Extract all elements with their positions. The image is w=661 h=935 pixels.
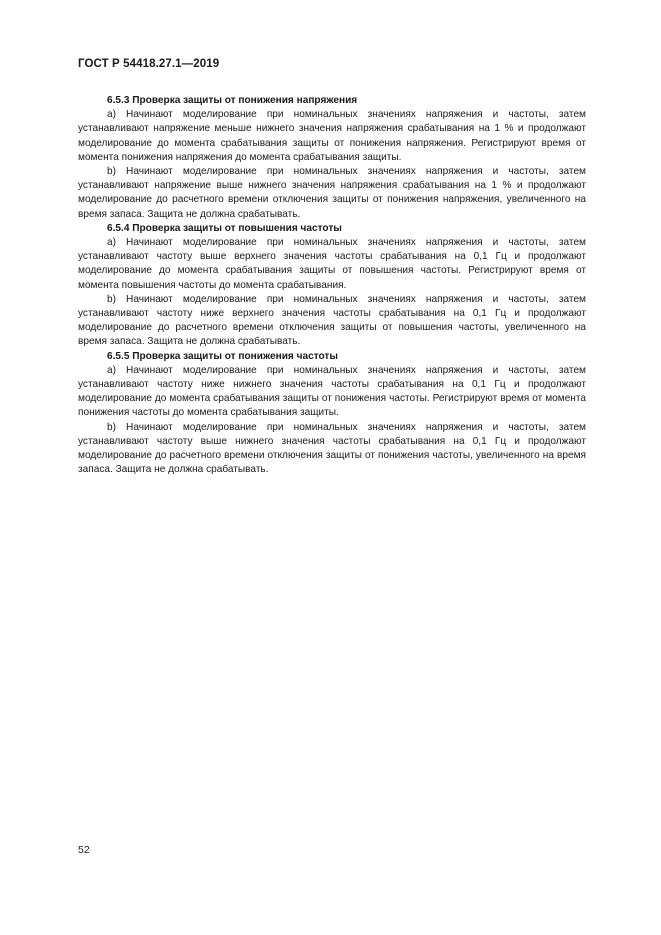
section-6-5-4	[78, 222, 586, 350]
paragraph: b) Начинают моделирование при номинальных значениях напряжения и частоты, затем устанавливают частоту ниже верхнего значения частоты срабатывания на 0,1 Гц и продолжают моделирование до расчетного времени отключения защиты от повышения частоты, увеличенного на время запаса. Защита не должна срабатывать.	[78, 293, 586, 348]
paragraph: а) Начинают моделирование при номинальных значениях напряжения и частоты, затем устанавливают частоту выше верхнего значения частоты срабатывания на 0,1 Гц и продолжают моделирование до момента срабатывания защиты от повышения частоты. Регистрируют время от момента повышения частоты до момента срабатывания.	[78, 237, 586, 291]
document-body	[78, 94, 586, 477]
section-title: 6.5.5 Проверка защиты от понижения частоты	[107, 350, 338, 362]
section-6-5-5	[78, 350, 586, 478]
paragraph: b) Начинают моделирование при номинальных значениях напряжения и частоты, затем устанавливают напряжение выше нижнего значения напряжения срабатывания на 1 % и продолжают моделирование до расчетного времени отключения защиты от понижения напряжения, увеличенного на время запаса. Защита не должна срабатывать.	[78, 166, 586, 220]
paragraph: а) Начинают моделирование при номинальных значениях напряжения и частоты, затем устанавливают напряжение меньше нижнего значения напряжения срабатывания на 1 % и продолжают моделирование до момента срабатывания защиты от понижения напряжения. Регистрируют время от момента понижения напряжения до момента срабатывания защиты.	[78, 109, 586, 163]
section-title: 6.5.4 Проверка защиты от повышения частоты	[107, 222, 342, 234]
paragraph: b) Начинают моделирование при номинальных значениях напряжения и частоты, затем устанавливают частоту выше нижнего значения частоты срабатывания на 0,1 Гц и продолжают моделирование до расчетного времени отключения защиты от понижения частоты, увеличенного на время запаса. Защита не должна срабатывать.	[78, 421, 586, 476]
document-header: ГОСТ Р 54418.27.1—2019	[78, 58, 220, 70]
paragraph: а) Начинают моделирование при номинальных значениях напряжения и частоты, затем устанавливают частоту ниже нижнего значения частоты срабатывания на 0,1 Гц и продолжают моделирование до момента срабатывания защиты от понижения частоты. Регистрируют время от момента понижения частоты до момента срабатывания защиты.	[78, 364, 586, 419]
page-number: 52	[78, 844, 90, 856]
section-6-5-3	[78, 94, 586, 222]
section-title: 6.5.3 Проверка защиты от понижения напряжения	[107, 95, 358, 106]
